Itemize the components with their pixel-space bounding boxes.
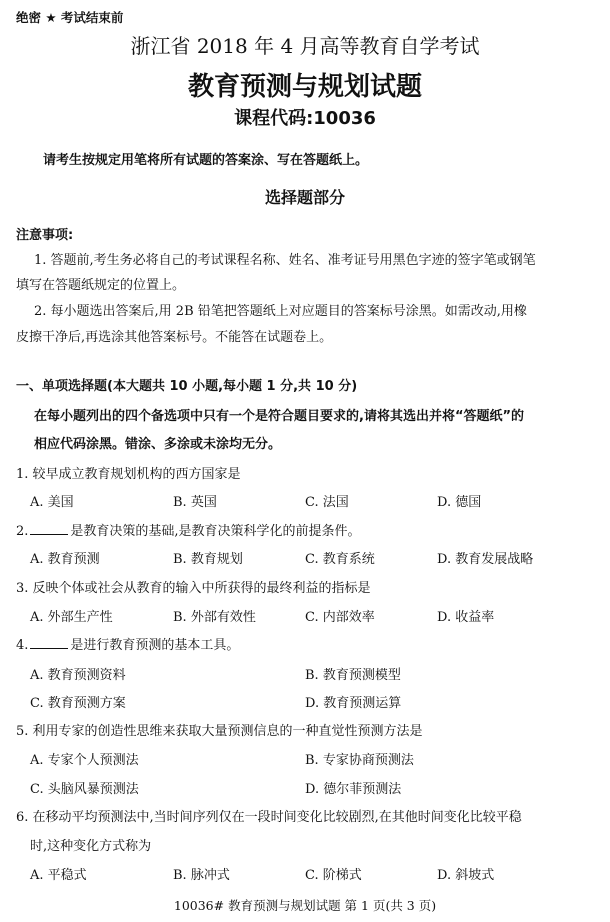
section-title: 选择题部分 bbox=[264, 188, 345, 207]
question-3-option-b: B. 外部有效性 bbox=[173, 610, 256, 625]
question-4-option-a: A. 教育预测资料 bbox=[30, 668, 126, 683]
exam-title: 浙江省 2018 年 4 月高等教育自学考试 bbox=[130, 34, 480, 58]
course-code: 课程代码:10036 bbox=[234, 108, 376, 129]
question-4-option-d: D. 教育预测运算 bbox=[305, 696, 402, 711]
question-3-option-c: C. 内部效率 bbox=[305, 610, 375, 625]
secret-label: 绝密 ★ 考试结束前 bbox=[16, 10, 124, 25]
question-4-stem-row bbox=[16, 634, 239, 653]
question-1-stem: 1. 较早成立教育规划机构的西方国家是 bbox=[16, 467, 241, 482]
question-1-option-c: C. 法国 bbox=[305, 495, 349, 510]
note-1-line-2: 填写在答题纸规定的位置上。 bbox=[16, 278, 186, 293]
question-6-option-b: B. 脉冲式 bbox=[173, 868, 230, 883]
question-3-stem: 3. 反映个体或社会从教育的输入中所获得的最终利益的指标是 bbox=[16, 581, 371, 596]
question-5-option-a: A. 专家个人预测法 bbox=[30, 753, 139, 768]
part1-title: 一、单项选择题(本大题共 10 小题,每小题 1 分,共 10 分) bbox=[16, 379, 358, 394]
question-5-option-b: B. 专家协商预测法 bbox=[305, 753, 414, 768]
part1-desc-line-1: 在每小题列出的四个备选项中只有一个是符合题目要求的,请将其选出并将“答题纸”的 bbox=[34, 409, 525, 424]
question-6-stem-line-2: 时,这种变化方式称为 bbox=[30, 839, 152, 854]
question-4-stem: 是进行教育预测的基本工具。 bbox=[70, 638, 240, 653]
question-6-option-d: D. 斜坡式 bbox=[437, 868, 495, 883]
note-2-line-2: 皮擦干净后,再选涂其他答案标号。不能答在试题卷上。 bbox=[16, 330, 333, 345]
answer-instruction: 请考生按规定用笔将所有试题的答案涂、写在答题纸上。 bbox=[43, 153, 369, 168]
question-1-option-b: B. 英国 bbox=[173, 495, 217, 510]
question-6-option-c: C. 阶梯式 bbox=[305, 868, 362, 883]
question-1-option-d: D. 德国 bbox=[437, 495, 482, 510]
question-4-number: 4. bbox=[16, 638, 29, 653]
question-2-stem-row bbox=[16, 520, 361, 539]
question-2-option-b: B. 教育规划 bbox=[173, 552, 243, 567]
question-6-stem-line-1: 6. 在移动平均预测法中,当时间序列仅在一段时间变化比较剧烈,在其他时间变化比较平稳 bbox=[16, 810, 522, 825]
question-3-option-d: D. 收益率 bbox=[437, 610, 495, 625]
question-2-option-d: D. 教育发展战略 bbox=[437, 552, 534, 567]
question-2-number: 2. bbox=[16, 524, 29, 539]
question-5-option-c: C. 头脑风暴预测法 bbox=[30, 782, 139, 797]
question-5-option-d: D. 德尔菲预测法 bbox=[305, 782, 402, 797]
subject-title: 教育预测与规划试题 bbox=[187, 72, 422, 102]
note-2-line-1: 2. 每小题选出答案后,用 2B 铅笔把答题纸上对应题目的答案标号涂黑。如需改动,用橡 bbox=[34, 304, 527, 319]
question-2-option-c: C. 教育系统 bbox=[305, 552, 375, 567]
question-4-option-b: B. 教育预测模型 bbox=[305, 668, 401, 683]
part1-desc-line-2: 相应代码涂黑。错涂、多涂或未涂均无分。 bbox=[34, 437, 282, 452]
page-footer: 10036# 教育预测与规划试题 第 1 页(共 3 页) bbox=[173, 898, 437, 913]
note-1-line-1: 1. 答题前,考生务必将自己的考试课程名称、姓名、准考证号用黑色字迹的签字笔或钢笔 bbox=[34, 253, 536, 268]
question-2-option-a: A. 教育预测 bbox=[30, 552, 100, 567]
question-2-blank bbox=[30, 523, 68, 535]
question-4-blank bbox=[30, 637, 68, 649]
question-3-option-a: A. 外部生产性 bbox=[30, 610, 113, 625]
question-5-stem: 5. 利用专家的创造性思维来获取大量预测信息的一种直觉性预测方法是 bbox=[16, 724, 423, 739]
question-1-option-a: A. 美国 bbox=[30, 495, 74, 510]
notes-title: 注意事项: bbox=[16, 228, 74, 243]
question-2-stem: 是教育决策的基础,是教育决策科学化的前提条件。 bbox=[70, 524, 361, 539]
question-6-option-a: A. 平稳式 bbox=[30, 868, 87, 883]
question-4-option-c: C. 教育预测方案 bbox=[30, 696, 126, 711]
